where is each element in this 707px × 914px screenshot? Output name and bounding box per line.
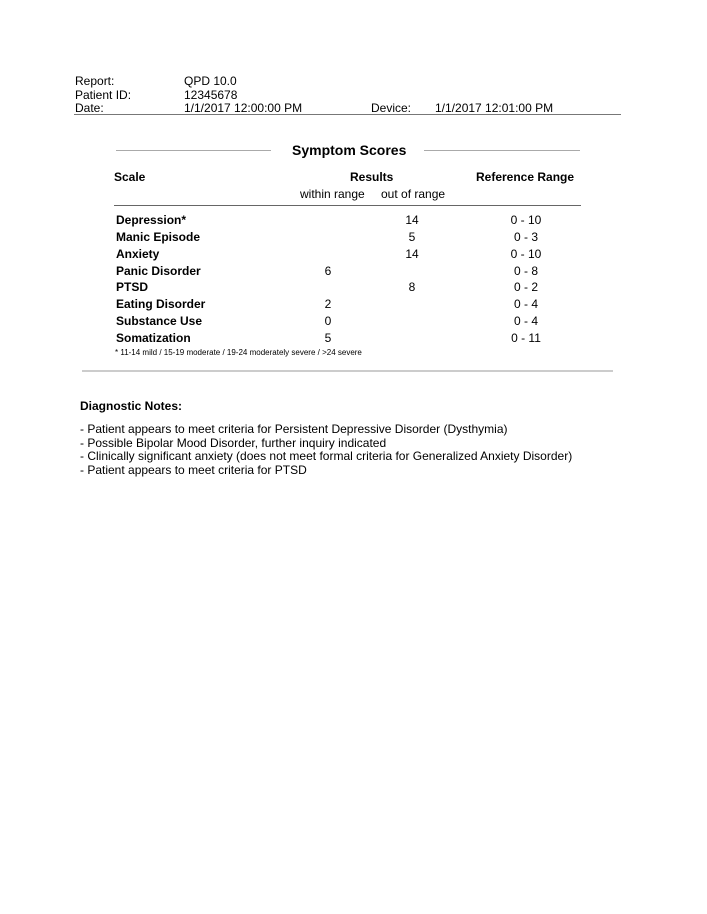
within-range-value: 6 bbox=[324, 264, 332, 278]
table-row bbox=[0, 297, 707, 314]
within-range-value: 0 bbox=[324, 314, 332, 328]
out-of-range-value: 14 bbox=[405, 213, 419, 227]
diagnostic-note: - Patient appears to meet criteria for Persistent Depressive Disorder (Dysthymia) bbox=[80, 422, 508, 436]
column-header-results: Results bbox=[350, 170, 394, 184]
device-label: Device: bbox=[371, 101, 412, 115]
section-bottom-divider bbox=[82, 370, 613, 372]
column-subheader-out-of-range: out of range bbox=[381, 187, 446, 201]
table-row bbox=[0, 247, 707, 264]
reference-range-value: 0 - 2 bbox=[513, 280, 538, 294]
scale-name: Substance Use bbox=[116, 314, 203, 328]
scale-name: Depression* bbox=[116, 213, 187, 227]
table-row bbox=[0, 280, 707, 297]
scale-name: Panic Disorder bbox=[116, 264, 201, 278]
patient-id-label: Patient ID: bbox=[75, 88, 132, 102]
diagnostic-note: - Patient appears to meet criteria for PTSD bbox=[80, 463, 307, 477]
out-of-range-value: 8 bbox=[408, 280, 416, 294]
within-range-value: 5 bbox=[324, 331, 332, 345]
reference-range-value: 0 - 8 bbox=[513, 264, 538, 278]
out-of-range-value: 5 bbox=[408, 230, 416, 244]
diagnostic-notes-title: Diagnostic Notes: bbox=[80, 399, 183, 413]
scale-name: Somatization bbox=[116, 331, 191, 345]
reference-range-value: 0 - 11 bbox=[511, 331, 541, 345]
report-value: QPD 10.0 bbox=[184, 74, 237, 88]
title-rule-left bbox=[116, 150, 271, 151]
section-title: Symptom Scores bbox=[292, 142, 407, 158]
table-row bbox=[0, 314, 707, 331]
reference-range-value: 0 - 10 bbox=[510, 247, 542, 261]
scale-name: Eating Disorder bbox=[116, 297, 206, 311]
patient-id-value: 12345678 bbox=[184, 88, 238, 102]
date-value: 1/1/2017 12:00:00 PM bbox=[184, 101, 303, 115]
severity-footnote: * 11-14 mild / 15-19 moderate / 19-24 moderately severe / >24 severe bbox=[115, 348, 362, 357]
reference-range-value: 0 - 4 bbox=[513, 297, 538, 311]
reference-range-value: 0 - 10 bbox=[510, 213, 542, 227]
header-divider bbox=[74, 114, 621, 115]
diagnostic-note: - Possible Bipolar Mood Disorder, further inquiry indicated bbox=[80, 436, 387, 450]
reference-range-value: 0 - 4 bbox=[513, 314, 538, 328]
table-row bbox=[0, 213, 707, 230]
date-label: Date: bbox=[75, 101, 104, 115]
scale-name: PTSD bbox=[116, 280, 149, 294]
table-header-divider bbox=[114, 205, 581, 206]
out-of-range-value: 14 bbox=[405, 247, 419, 261]
reference-range-value: 0 - 3 bbox=[513, 230, 538, 244]
scale-name: Manic Episode bbox=[116, 230, 201, 244]
device-value: 1/1/2017 12:01:00 PM bbox=[435, 101, 554, 115]
column-subheader-within-range: within range bbox=[300, 187, 365, 201]
table-row bbox=[0, 331, 707, 348]
report-label: Report: bbox=[75, 74, 115, 88]
scale-name: Anxiety bbox=[116, 247, 160, 261]
column-header-scale: Scale bbox=[114, 170, 146, 184]
within-range-value: 2 bbox=[324, 297, 332, 311]
diagnostic-note: - Clinically significant anxiety (does not meet formal criteria for Generalized Anxiety Disorder) bbox=[80, 449, 573, 463]
title-rule-right bbox=[424, 150, 580, 151]
table-row bbox=[0, 264, 707, 281]
table-row bbox=[0, 230, 707, 247]
column-header-reference-range: Reference Range bbox=[476, 170, 575, 184]
